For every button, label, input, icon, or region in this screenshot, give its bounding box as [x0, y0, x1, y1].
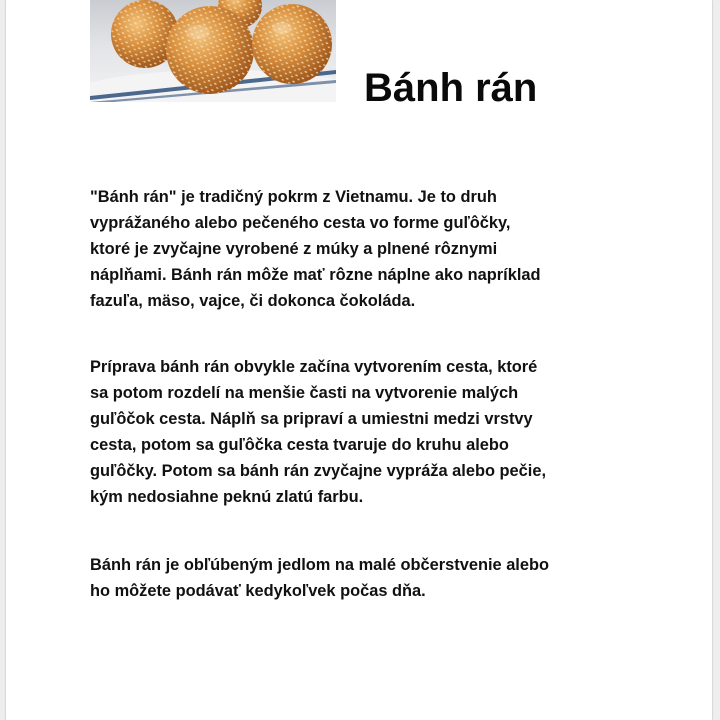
text-line: vyprážaného alebo pečeného cesta vo forme guľôčky,	[90, 214, 511, 232]
sesame-balls-illustration	[90, 0, 336, 102]
highlight	[272, 22, 292, 34]
text-line: kým nedosiahne peknú zlatú farbu.	[90, 488, 364, 506]
page-title: Bánh rán	[364, 66, 538, 110]
text-line: ktoré je zvyčajne vyrobené z múky a plnené rôznymi	[90, 240, 498, 258]
text-line: "Bánh rán" je tradičný pokrm z Vietnamu. Je to druh	[90, 188, 497, 206]
text-line: ho môžete podávať kedykoľvek počas dňa.	[90, 582, 426, 600]
text-line: guľôčok cesta. Náplň sa pripraví a umiestni medzi vrstvy	[90, 410, 533, 428]
sesame-seeds	[166, 6, 254, 94]
paragraph-serving	[90, 552, 650, 604]
text-line: Bánh rán je obľúbeným jedlom na malé občerstvenie alebo	[90, 556, 550, 574]
text-line: guľôčky. Potom sa bánh rán zvyčajne vypráža alebo pečie,	[90, 462, 547, 480]
paragraph-preparation	[90, 354, 650, 510]
text-line: Príprava bánh rán obvykle začína vytvorením cesta, ktoré	[90, 358, 538, 376]
text-line: cesta, potom sa guľôčka cesta tvaruje do kruhu alebo	[90, 436, 509, 454]
text-line: náplňami. Bánh rán môže mať rôzne náplne ako napríklad	[90, 266, 541, 284]
highlight	[186, 25, 210, 39]
sesame-balls-photo	[90, 0, 336, 102]
paragraph-intro	[90, 184, 650, 314]
sesame-seeds	[252, 4, 332, 84]
text-line: fazuľa, mäso, vajce, či dokonca čokoláda.	[90, 292, 416, 310]
document-page	[6, 0, 712, 720]
text-line: sa potom rozdelí na menšie časti na vytvorenie malých	[90, 384, 519, 402]
